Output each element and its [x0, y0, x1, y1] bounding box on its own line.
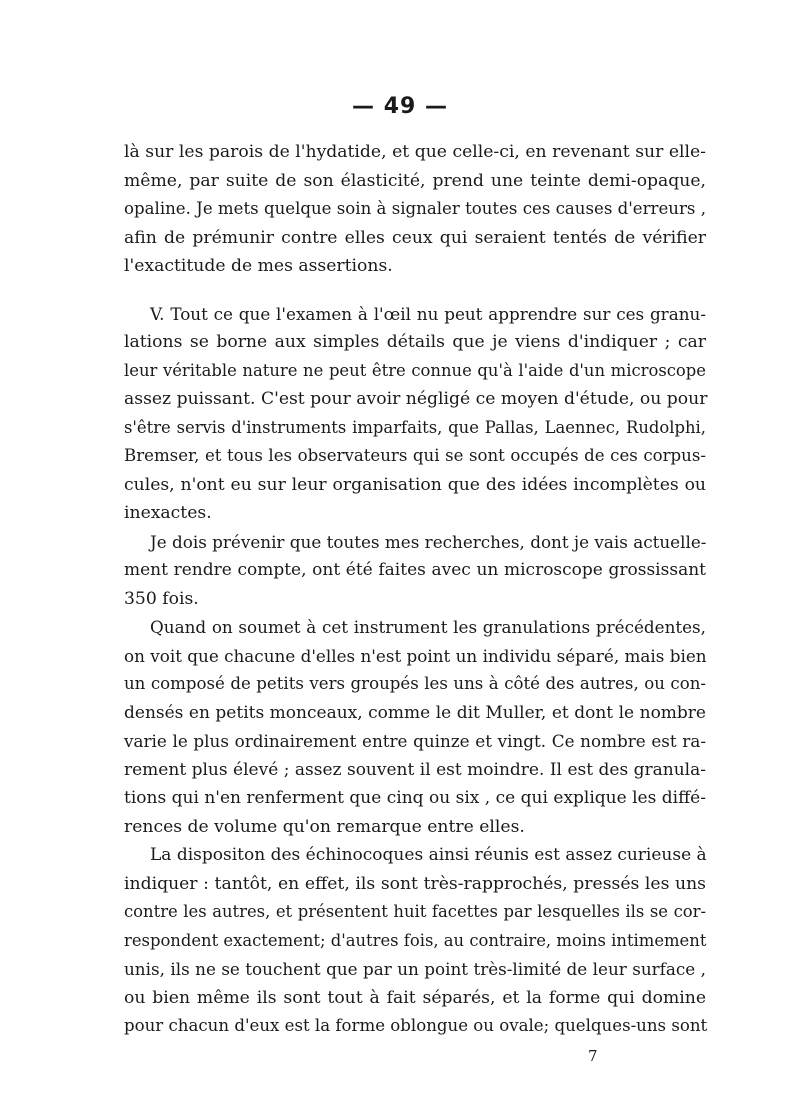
text-line: contre les autres, et présentent huit facettes par lesquelles ils se cor- — [124, 902, 706, 921]
text-line: varie le plus ordinairement entre quinze et vingt. Ce nombre est ra- — [124, 731, 706, 751]
text-line: rences de volume qu'on remarque entre elles. — [124, 816, 525, 837]
text-line: tions qui n'en renferment que cinq ou six , ce qui explique les diffé- — [124, 788, 706, 808]
text-line: cules, n'ont eu sur leur organisation que des idées incomplètes ou — [124, 474, 706, 495]
text-line: là sur les parois de l'hydatide, et que celle-ci, en revenant sur elle- — [124, 142, 706, 162]
text-line: respondent exactement; d'autres fois, au contraire, moins intimement — [124, 930, 707, 950]
text-line: densés en petits monceaux, comme le dit Muller, et dont le nombre — [124, 702, 706, 723]
text-line: La dispositon des échinocoques ainsi réunis est assez curieuse à — [150, 845, 707, 865]
text-line: s'être servis d'instruments imparfaits, que Pallas, Laennec, Rudolphi, — [124, 417, 706, 437]
text-line: V. Tout ce que l'examen à l'œil nu peut apprendre sur ces granu- — [150, 303, 706, 324]
page-number: — 49 — — [352, 94, 448, 119]
text-line: lations se borne aux simples détails que je viens d'indiquer ; car — [124, 332, 706, 352]
text-line: pour chacun d'eux est la forme oblongue ou ovale; quelques-uns sont — [124, 1016, 708, 1035]
text-line: inexactes. — [124, 503, 212, 523]
paragraph — [124, 138, 706, 281]
text-line: 350 fois. — [124, 588, 199, 609]
text-line: opaline. Je mets quelque soin à signaler toutes ces causes d'erreurs , — [124, 199, 706, 218]
paragraph — [124, 300, 706, 528]
text-line: afin de prémunir contre elles ceux qui seraient tentés de vérifier — [124, 227, 706, 248]
signature-mark: 7 — [588, 1047, 598, 1065]
text-line: leur véritable nature ne peut être connue qu'à l'aide d'un microscope — [124, 360, 706, 380]
body-text — [124, 138, 706, 1041]
text-line: assez puissant. C'est pour avoir négligé ce moyen d'étude, ou pour — [124, 389, 708, 409]
text-line: même, par suite de son élasticité, prend une teinte demi-opaque, — [124, 170, 706, 191]
paragraph — [124, 613, 706, 841]
text-line: indiquer : tantôt, en effet, ils sont très-rapprochés, pressés les uns — [124, 873, 706, 894]
text-line: Je dois prévenir que toutes mes recherches, dont je vais actuelle- — [150, 531, 707, 552]
text-line: ou bien même ils sont tout à fait séparés, et la forme qui domine — [124, 987, 706, 1008]
text-line: ment rendre compte, ont été faites avec un microscope grossissant — [124, 560, 706, 580]
paragraph — [124, 841, 706, 1041]
text-line: unis, ils ne se touchent que par un point très-limité de leur surface , — [124, 959, 706, 979]
text-line: on voit que chacune d'elles n'est point un individu séparé, mais bien — [124, 645, 707, 666]
text-line: l'exactitude de mes assertions. — [124, 256, 393, 276]
paragraph — [124, 528, 706, 614]
text-line: Bremser, et tous les observateurs qui se sont occupés de ces corpus- — [124, 446, 706, 465]
text-line: un composé de petits vers groupés les uns à côté des autres, ou con- — [124, 674, 706, 693]
section-gap — [124, 281, 706, 300]
text-line: rement plus élevé ; assez souvent il est moindre. Il est des granula- — [124, 759, 706, 780]
text-line: Quand on soumet à cet instrument les granulations précédentes, — [150, 617, 706, 637]
